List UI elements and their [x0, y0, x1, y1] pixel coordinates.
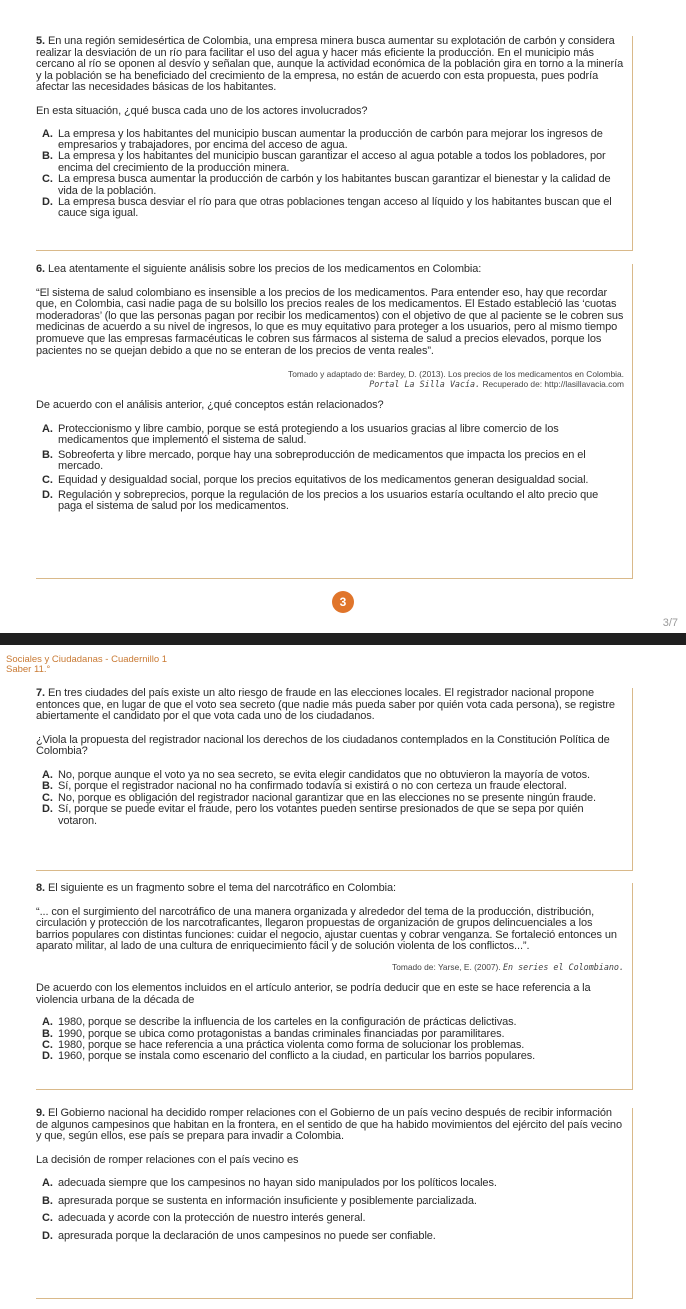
option-letter: C.: [42, 474, 53, 487]
option-text: Sobreoferta y libre mercado, porque hay una sobreproducción de medicamentos que impacta los precios en el mercado.: [58, 448, 586, 472]
question-8-prompt: De acuerdo con los elementos incluidos en el artículo anterior, se podría deducir que en este se hace referencia a la violencia urbana de la década de: [36, 981, 591, 1006]
page-number-badge: 3: [332, 591, 354, 613]
option-text: La empresa y los habitantes del municipio buscan aumentar la producción de carbón para mejorar los ingresos de empresarios y trabajadores, por encima del acceso de agua.: [58, 127, 603, 151]
option-text: La empresa busca aumentar la producción de carbón y los habitantes buscan garantizar el bienestar y la calidad de vida de la población.: [58, 173, 611, 197]
option-text: 1980, porque se describe la influencia de los carteles en la configuración de prácticas delictivas.: [58, 1016, 517, 1029]
question-6-stem: [36, 264, 624, 276]
option-text: apresurada porque la declaración de unos campesinos no puede ser confiable.: [58, 1229, 436, 1242]
option-letter: B.: [42, 150, 53, 163]
option-letter: B.: [42, 1027, 53, 1040]
question-number: 9.: [36, 1107, 45, 1119]
question-6: [36, 264, 633, 579]
option-a[interactable]: [36, 1178, 624, 1189]
question-5-stem: [36, 36, 624, 94]
option-letter: B.: [42, 448, 53, 461]
option-text: adecuada siempre que los campesinos no hayan sido manipulados por los políticos locales.: [58, 1177, 497, 1190]
question-5: [36, 36, 633, 251]
option-b[interactable]: [36, 151, 624, 174]
option-letter: D.: [42, 488, 53, 501]
question-text: En tres ciudades del país existe un alto riesgo de fraude en las elecciones locales. El registrador nacional propone entonces que, en lugar de que el voto sea secreto (que nadie más pueda saber por quién vota cada persona), se registre abiertamente el candidato por el que vota cada uno de los ciudadanos.: [36, 687, 615, 723]
option-text: Sí, porque el registrador nacional no ha confirmado todavía si existirá o no con certeza un fraude electoral.: [58, 780, 567, 793]
option-text: Proteccionismo y libre cambio, porque se está protegiendo a los usuarios gracias al libre comercio de los medicamentos que implementó el sistema de salud.: [58, 422, 559, 447]
question-9: [36, 1108, 633, 1299]
option-a[interactable]: [36, 129, 624, 152]
question-7: [36, 688, 633, 871]
option-text: 1980, porque se hace referencia a una práctica violenta como forma de solucionar los problemas.: [58, 1038, 525, 1051]
option-b[interactable]: [36, 450, 624, 473]
option-letter: A.: [42, 1177, 53, 1190]
question-text: Lea atentamente el siguiente análisis sobre los precios de los medicamentos en Colombia:: [47, 263, 482, 275]
citation-source: En series el Colombiano.: [502, 961, 624, 972]
citation-url: Recuperado de: http://lasillavacia.com: [480, 379, 624, 390]
question-number: 8.: [36, 882, 45, 894]
option-letter: B.: [42, 780, 53, 793]
option-a[interactable]: [36, 424, 624, 447]
option-text: No, porque aunque el voto ya no sea secreto, se evita elegir candidatos que no obtuvieron la mayoría de votos.: [58, 768, 591, 781]
citation-line: Tomado de: Yarse, E. (2007).: [392, 961, 503, 972]
citation-line: Tomado y adaptado de: Bardey, D. (2013). Los precios de los medicamentos en Colombia.: [288, 369, 624, 380]
option-letter: D.: [42, 803, 53, 816]
document-page-4: [0, 645, 686, 1309]
question-number: 5.: [36, 35, 45, 47]
page-fraction: 3/7: [662, 617, 678, 629]
option-b[interactable]: [36, 1196, 624, 1207]
option-letter: D.: [42, 196, 53, 208]
option-d[interactable]: [36, 490, 624, 513]
citation: [36, 369, 624, 389]
option-c[interactable]: [36, 174, 624, 197]
option-d[interactable]: [36, 1051, 624, 1062]
question-5-prompt: En esta situación, ¿qué busca cada uno de los actores involucrados?: [36, 104, 368, 117]
document-page-3: [0, 0, 686, 633]
option-text: No, porque es obligación del registrador nacional garantizar que en las elecciones no se presente ningún fraude.: [58, 791, 596, 804]
option-letter: C.: [42, 173, 53, 186]
quote-text: “El sistema de salud colombiano es insensible a los precios de los medicamentos. Para entender eso, hay que recordar que, en Colombia, casi nadie paga de su bolsillo los precios reales de los medicamentos. El Estado estableció las ‘cuotas moderadoras’ (lo que las personas pagan por recibir los medicamentos) con el objetivo de que al paciente se le cobren sus medicinas de acuerdo a su nivel de ingresos, lo que es muy equitativo para proteger a los usuarios, pero al mismo tiempo promueve que las empresas farmacéuticas le cobren sus fármacos al sistema de salud a precios elevados, porque los pacientes no se quejan debido a que no se enteran de los precios de venta reales”.: [36, 286, 624, 357]
option-d[interactable]: [36, 804, 624, 827]
option-text: Sí, porque se puede evitar el fraude, pero los votantes pueden sentirse presionados de que se sepa por quién votaron.: [58, 803, 584, 827]
option-letter: D.: [42, 1050, 53, 1063]
option-letter: C.: [42, 1212, 53, 1225]
option-c[interactable]: [36, 1213, 624, 1224]
page-header: [6, 655, 167, 675]
option-letter: A.: [42, 127, 53, 140]
option-text: La empresa y los habitantes del municipio buscan garantizar el acceso al agua potable a todos los pobladores, por encima del crecimiento de la producción minera.: [58, 150, 606, 174]
option-letter: A.: [42, 1016, 53, 1029]
citation: [36, 962, 624, 972]
option-letter: A.: [42, 768, 53, 781]
option-text: adecuada y acorde con la protección de nuestro interés general.: [58, 1212, 366, 1225]
header-title: Sociales y Ciudadanas - Cuadernillo 1: [6, 654, 168, 665]
quote-text: “... con el surgimiento del narcotráfico de una manera organizada y alrededor del tema de la producción, distribución, circulación y protección de los narcotraficantes, llegaron propuestas de organización de grupos delincuenciales a los barrios populares con distintas funciones: cuidar el negocio, ajustar cuentas y cobrar venganza. Se fortaleció entonces un aparato militar, al lado de una cultura de enriquecimiento fácil y de solución violenta de los conflictos...”.: [36, 905, 617, 953]
header-subtitle: Saber 11.°: [6, 664, 51, 675]
question-text: En una región semidesértica de Colombia, una empresa minera busca aumentar su explotación de carbón y considera realizar la desviación de un río para facilitar el uso del agua y hacer más eficiente la producción. En el municipio más cercano al río se oponen al desvío y señalan que, aunque la actividad económica de la población gira en torno a la minería y la población se ha beneficiado del crecimiento de la empresa, no están de acuerdo con esta propuesta, pues podría afectar las necesidades básicas de los habitantes.: [36, 35, 624, 94]
option-text: 1990, porque se ubica como protagonistas a bandas criminales financiadas por paramilitares.: [58, 1027, 505, 1040]
question-9-prompt: La decisión de romper relaciones con el país vecino es: [36, 1153, 299, 1166]
option-letter: A.: [42, 422, 53, 435]
question-8: [36, 883, 633, 1090]
option-d[interactable]: [36, 1231, 624, 1242]
option-letter: B.: [42, 1194, 53, 1207]
question-text: El Gobierno nacional ha decidido romper relaciones con el Gobierno de un país vecino después de recibir información de algunos campesinos que habitan en la frontera, en el sentido de que ha habido movimientos del ejército del país vecino y que, según ellos, ese país se prepara para invadir a Colombia.: [36, 1107, 622, 1143]
question-text: El siguiente es un fragmento sobre el tema del narcotráfico en Colombia:: [47, 882, 397, 894]
page-separator: [0, 633, 686, 645]
option-c[interactable]: [36, 475, 624, 486]
question-8-stem: [36, 883, 624, 895]
question-9-stem: [36, 1108, 624, 1143]
option-d[interactable]: [36, 197, 624, 220]
option-letter: C.: [42, 791, 53, 804]
citation-source: Portal La Silla Vacía.: [369, 379, 481, 390]
option-letter: C.: [42, 1038, 53, 1051]
option-text: 1960, porque se instala como escenario del conflicto a la ciudad, en particular los barrios populares.: [58, 1050, 536, 1063]
option-text: Regulación y sobreprecios, porque la regulación de los precios a los usuarios estaría ocultando el alto precio que paga el sistema de salud por los medicamentos.: [58, 488, 599, 513]
question-7-stem: [36, 688, 624, 723]
option-text: Equidad y desigualdad social, porque los precios equitativos de los medicamentos generan desigualdad social.: [58, 474, 589, 487]
question-number: 6.: [36, 263, 45, 275]
question-7-prompt: ¿Viola la propuesta del registrador nacional los derechos de los ciudadanos contemplados en la Constitución Política de Colombia?: [36, 733, 610, 758]
question-number: 7.: [36, 687, 45, 699]
question-6-prompt: De acuerdo con el análisis anterior, ¿qué conceptos están relacionados?: [36, 399, 384, 412]
option-text: apresurada porque se sustenta en información insuficiente y posiblemente parcializada.: [58, 1194, 477, 1207]
option-letter: D.: [42, 1229, 53, 1242]
option-text: La empresa busca desviar el río para que otras poblaciones tengan acceso al líquido y los habitantes buscan que el cauce siga igual.: [58, 196, 612, 220]
